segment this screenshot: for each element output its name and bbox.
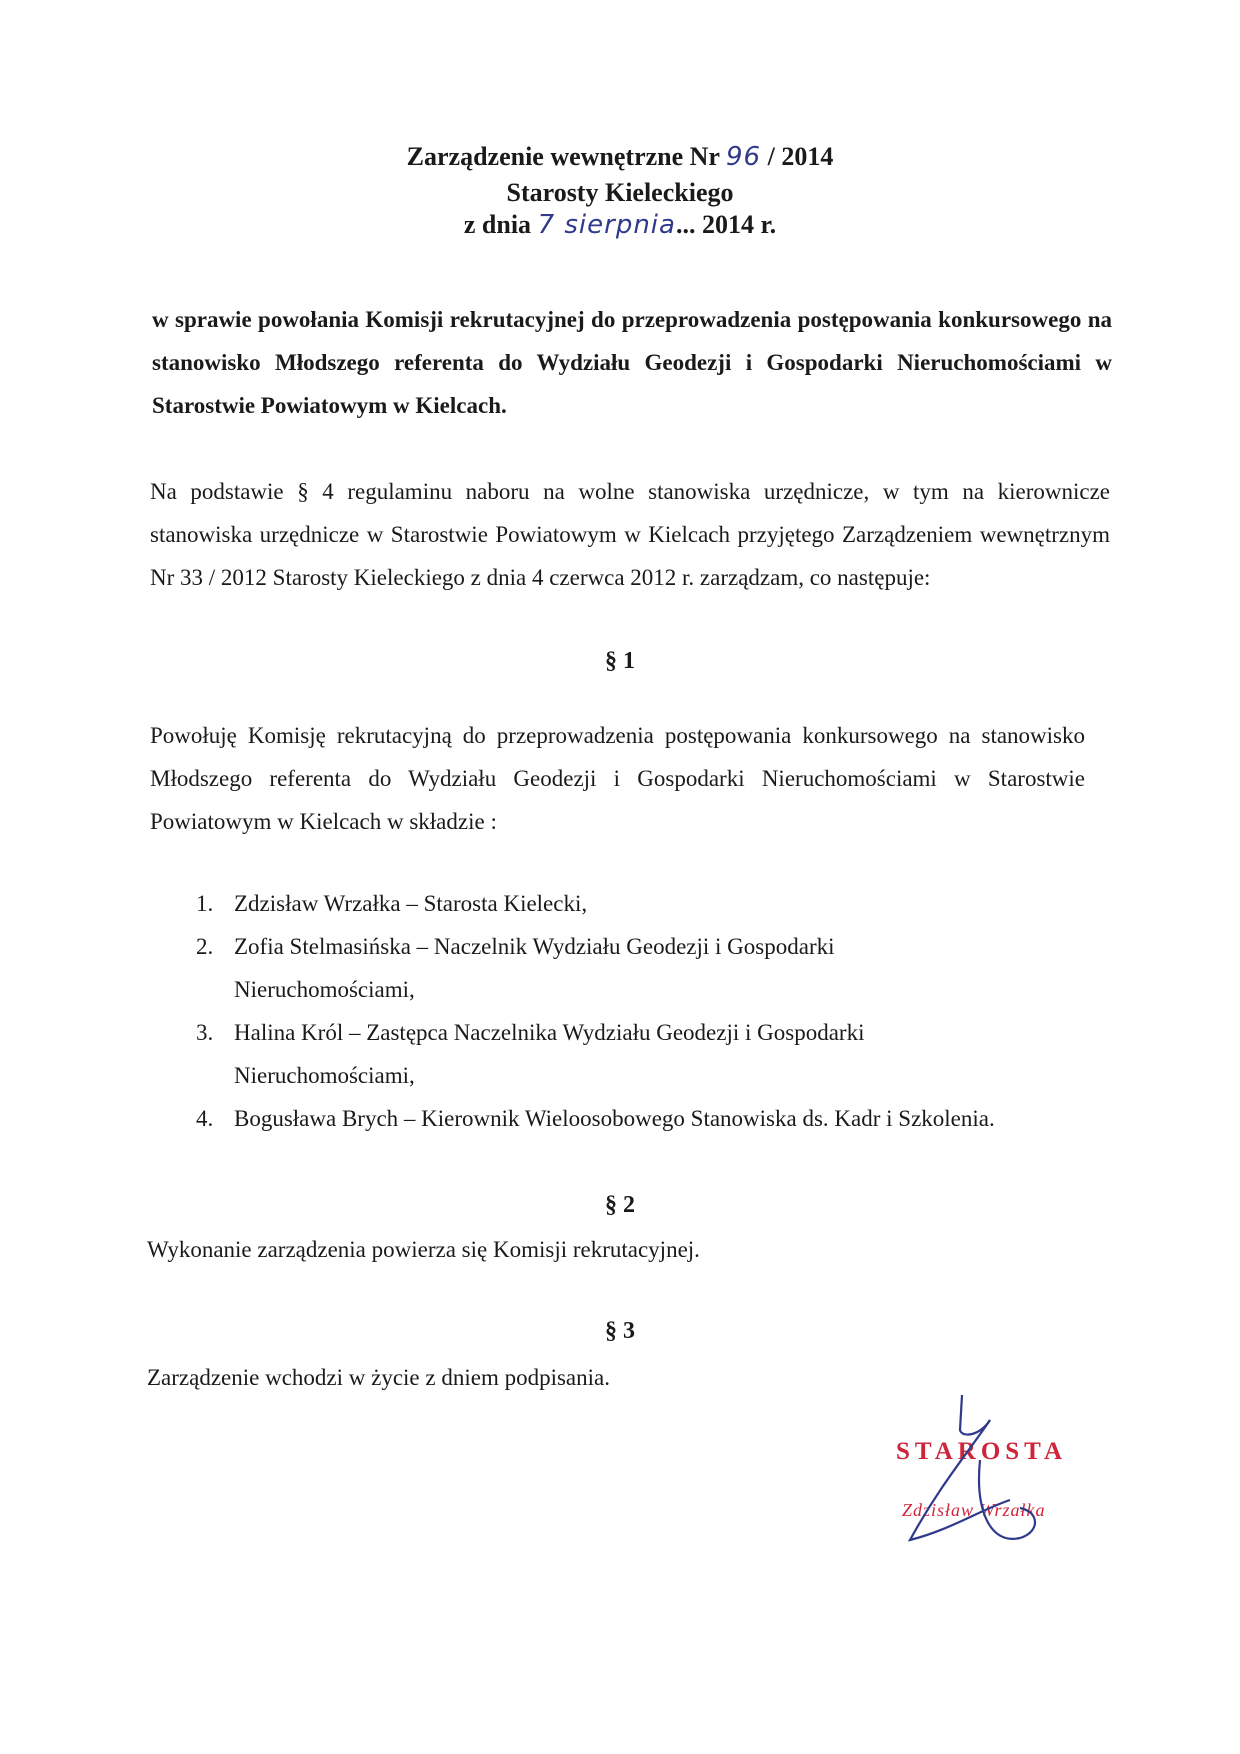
handwritten-number: 96 (726, 142, 762, 172)
list-item-number: 1. (196, 891, 214, 916)
handwritten-date: 7 sierpnia (537, 210, 676, 240)
list-item (196, 882, 1096, 925)
title-prefix: Zarządzenie wewnętrzne Nr (406, 142, 720, 171)
list-item-text: Zofia Stelmasińska – Naczelnik Wydziału Geodezji i Gospodarki Nieruchomościami, (234, 934, 835, 1002)
list-item-text: Zdzisław Wrzałka – Starosta Kielecki, (234, 891, 588, 916)
list-item-text: Halina Król – Zastępca Naczelnika Wydziału Geodezji i Gospodarki Nieruchomościami, (234, 1020, 865, 1088)
date-prefix: z dnia (463, 210, 532, 239)
section-3-mark: § 3 (605, 1318, 635, 1344)
section-3-text: Zarządzenie wchodzi w życie z dniem podpisania. (147, 1365, 610, 1390)
list-item (196, 925, 1096, 1011)
section-2-mark: § 2 (605, 1192, 635, 1218)
document-title (0, 142, 1240, 172)
committee-members-list (196, 882, 1096, 1140)
list-item-number: 4. (196, 1106, 214, 1131)
issuer-line: Starosty Kieleckiego (506, 178, 734, 207)
section-1-text: Powołuję Komisję rekrutacyjną do przeprowadzenia postępowania konkursowego na stanowisko Młodszego referenta do Wydziału Geodezji i Gospodarki Nieruchomościami w Starostwie Powiatowym w Kielcach w składzie : (150, 723, 1085, 834)
list-item-text: Bogusława Brych – Kierownik Wieloosobowego Stanowiska ds. Kadr i Szkolenia. (234, 1106, 995, 1131)
subject-paragraph: w sprawie powołania Komisji rekrutacyjnej do przeprowadzenia postępowania konkursowego na stanowisko Młodszego referenta do Wydziału Geodezji i Gospodarki Nieruchomościami w Starostwie Powiatowym w Kielcach. (152, 307, 1112, 418)
date-line (0, 210, 1240, 240)
stamp-name: Zdzisław Wrzałka (902, 1500, 1046, 1520)
list-item-number: 3. (196, 1020, 214, 1045)
section-2-text: Wykonanie zarządzenia powierza się Komisji rekrutacyjnej. (147, 1237, 700, 1262)
list-item (196, 1097, 1096, 1140)
stamp-title: STAROSTA (896, 1438, 1068, 1465)
signature-icon (890, 1390, 1070, 1560)
list-item-number: 2. (196, 934, 214, 959)
section-1-mark: § 1 (605, 648, 635, 674)
title-year: / 2014 (767, 142, 834, 171)
preamble-paragraph: Na podstawie § 4 regulaminu naboru na wolne stanowiska urzędnicze, w tym na kierownicze stanowiska urzędnicze w Starostwie Powiatowym w Kielcach przyjętego Zarządzeniem wewnętrznym Nr 33 / 2012 Starosty Kieleckiego z dnia 4 czerwca 2012 r. zarządzam, co następuje: (150, 479, 1110, 590)
date-suffix: ... 2014 r. (675, 210, 777, 239)
list-item (196, 1011, 1096, 1097)
